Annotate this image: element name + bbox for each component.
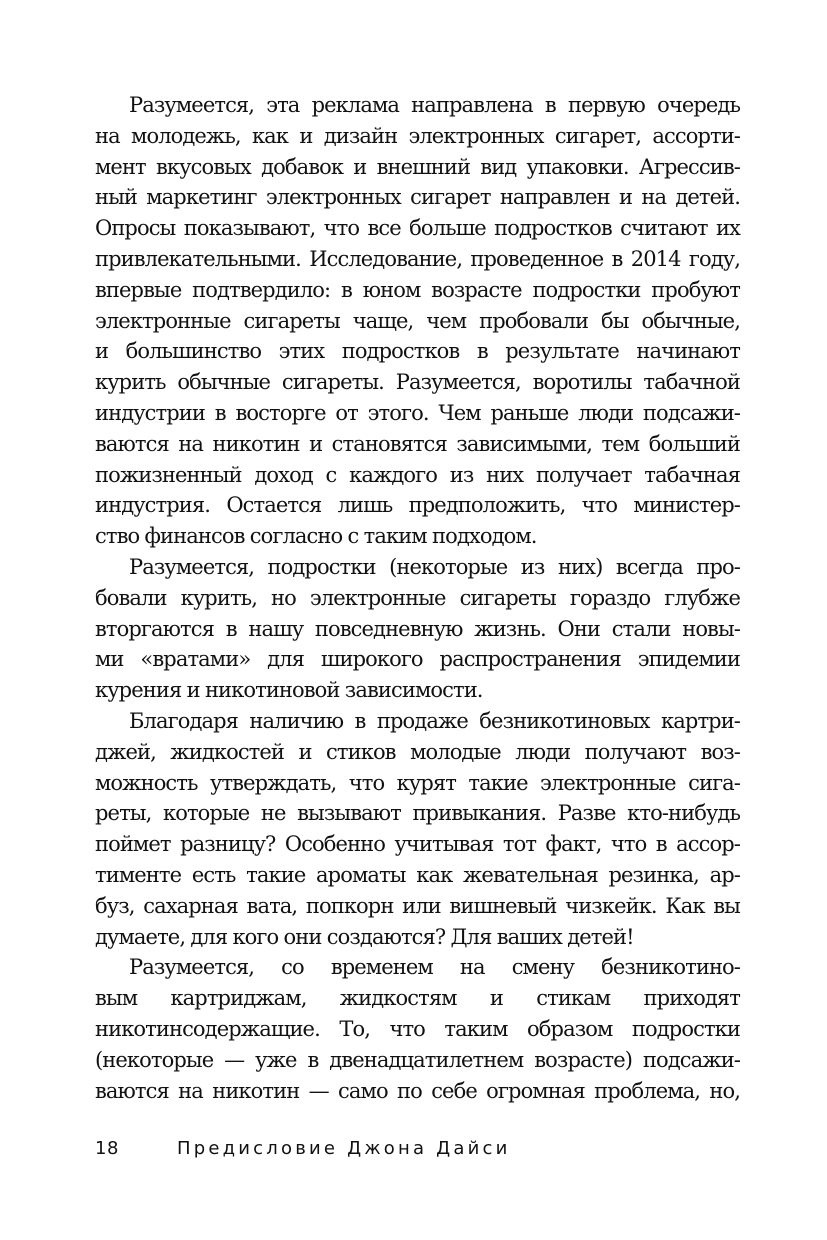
text-line: курить обычные сигареты. Разумеется, воротилы табачной [95, 370, 740, 395]
text-line: вым картриджам, жидкостям и стикам приходят [95, 986, 740, 1011]
text-line: Благодаря наличию в продаже безникотиновых картри- [129, 708, 740, 733]
paragraph-4 [95, 952, 740, 1106]
text-line: ваются на никотин и становятся зависимыми, тем больший [95, 431, 740, 456]
text-line: можность утверждать, что курят такие электронные сига- [95, 770, 740, 795]
paragraph-1 [95, 90, 740, 552]
text-line: привлекательными. Исследование, проведенное в 2014 году, [95, 246, 740, 271]
page-footer [95, 1138, 740, 1168]
text-line: Опросы показывают, что все больше подростков считают их [95, 216, 740, 241]
text-line: ваются на никотин — само по себе огромная проблема, но, [95, 1078, 740, 1103]
text-line: пожизненный доход с каждого из них получает табачная [95, 462, 740, 487]
text-line: думаете, для кого они создаются? Для ваших детей! [95, 924, 634, 949]
text-line: Разумеется, эта реклама направлена в первую очередь [129, 93, 740, 117]
text-line: (некоторые — уже в двенадцатилетнем возрасте) подсажи- [95, 1047, 740, 1072]
text-line: электронные сигареты чаще, чем пробовали бы обычные, [95, 308, 740, 333]
text-line: тименте есть такие ароматы как жевательная резинка, ар- [95, 862, 740, 887]
text-line: мент вкусовых добавок и внешний вид упаковки. Агрессив- [95, 154, 740, 179]
text-line: индустрии в восторге от этого. Чем раньше люди подсажи- [95, 400, 740, 425]
text-line: никотинсодержащие. То, что таким образом подростки [95, 1016, 740, 1041]
text-line: поймет разницу? Особенно учитывая тот факт, что в ассор- [95, 832, 740, 857]
text-line: ство финансов согласно с таким подходом. [95, 524, 537, 549]
text-line: впервые подтвердило: в юном возрасте подростки пробуют [95, 277, 740, 302]
text-line: индустрия. Остается лишь предположить, что министер- [95, 493, 740, 518]
text-line: курения и никотиновой зависимости. [95, 678, 483, 703]
page-number: 18 [95, 1138, 119, 1159]
running-title: Предисловие Джона Дайси [177, 1138, 511, 1159]
text-line: на молодежь, как и дизайн электронных сигарет, ассорти- [95, 123, 740, 148]
text-line: джей, жидкостей и стиков молодые люди получают воз- [95, 739, 740, 764]
text-line: и большинство этих подростков в результате начинают [95, 339, 740, 364]
paragraph-2 [95, 552, 740, 706]
text-line: ный маркетинг электронных сигарет направлен и на детей. [95, 185, 740, 210]
text-line: Разумеется, подростки (некоторые из них) всегда про- [129, 554, 740, 579]
text-line: бовали курить, но электронные сигареты гораздо глубже [95, 585, 740, 610]
paragraph-3 [95, 706, 740, 952]
body-text [95, 90, 740, 1106]
text-line: вторгаются в нашу повседневную жизнь. Они стали новы- [95, 616, 740, 641]
text-line: буз, сахарная вата, попкорн или вишневый чизкейк. Как вы [95, 893, 740, 918]
text-line: ми «вратами» для широкого распространения эпидемии [95, 647, 740, 672]
text-line: Разумеется, со временем на смену безникотино- [129, 955, 740, 980]
text-line: реты, которые не вызывают привыкания. Разве кто-нибудь [95, 801, 740, 826]
